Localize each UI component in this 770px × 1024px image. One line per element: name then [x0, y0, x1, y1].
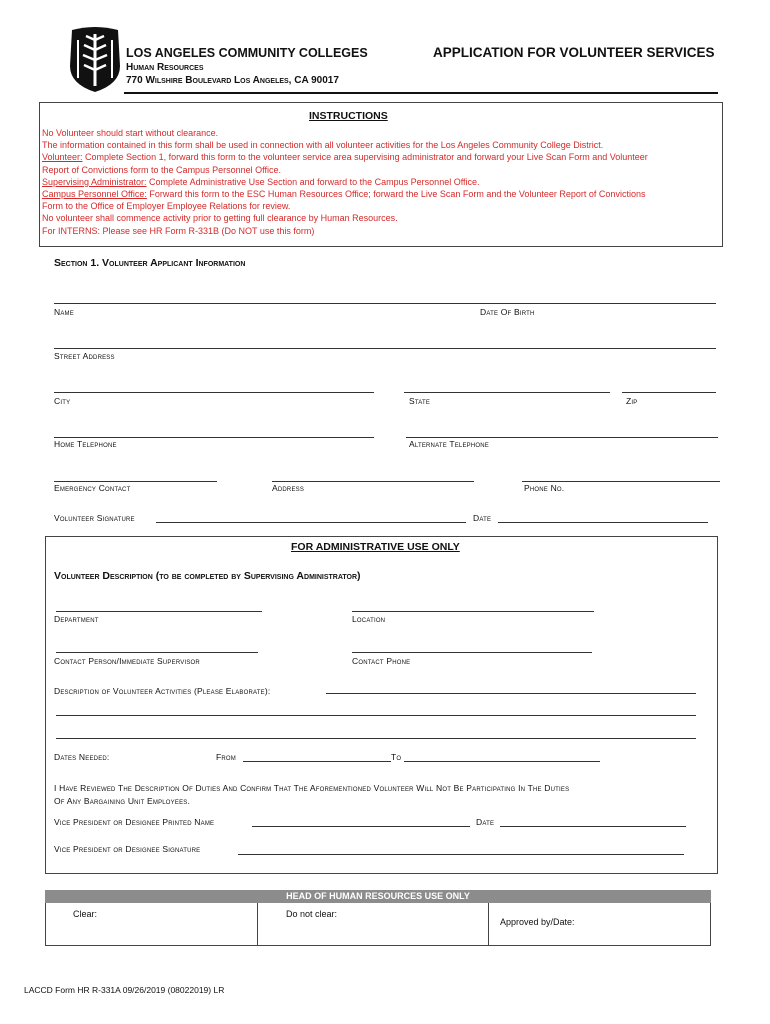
contact-phone-label: Contact Phone: [352, 656, 411, 666]
hr-approved-cell[interactable]: Approved by/Date:: [500, 917, 575, 927]
instr-interns: For INTERNS: Please see HR Form R-331B (Do NOT use this form): [42, 225, 315, 236]
contact-person-field[interactable]: [56, 652, 258, 653]
hr-divider-1: [257, 903, 258, 946]
admin-heading: FOR ADMINISTRATIVE USE ONLY: [291, 541, 460, 553]
laccd-logo-icon: [66, 26, 124, 94]
instr-volunteer: Volunteer: Complete Section 1, forward this form to the volunteer service area supervising administrator and forward your Live Scan Form and Volunteer: [42, 152, 648, 163]
from-field[interactable]: [243, 761, 391, 762]
to-label: To: [391, 752, 402, 762]
city-label: City: [54, 396, 71, 406]
signature-date-field[interactable]: [498, 522, 708, 523]
header-rule: [124, 92, 718, 94]
certify-text-2: Of Any Bargaining Unit Employees.: [54, 796, 191, 806]
zip-field[interactable]: [622, 392, 716, 393]
vp-signature-field[interactable]: [238, 854, 684, 855]
activities-field-2[interactable]: [56, 715, 696, 716]
to-field[interactable]: [404, 761, 600, 762]
activities-field-1[interactable]: [326, 693, 696, 694]
department-name: Human Resources: [126, 62, 204, 73]
dob-label: Date Of Birth: [480, 307, 535, 317]
emergency-phone-field[interactable]: [522, 481, 720, 482]
instr-supervisor: Supervising Administrator: Complete Administrative Use Section and forward to the Campus Personnel Office.: [42, 176, 480, 187]
name-label: Name: [54, 307, 74, 317]
alt-phone-field[interactable]: [406, 437, 718, 438]
form-id: LACCD Form HR R-331A 09/26/2019 (08022019) LR: [24, 985, 225, 995]
instructions-text: [42, 127, 648, 237]
street-label: Street Address: [54, 351, 115, 361]
location-field[interactable]: [352, 611, 594, 612]
instr-line-2: The information contained in this form shall be used in connection with all volunteer activities for the Los Angeles Community College District.: [42, 140, 604, 151]
activities-label: Description of Volunteer Activities (Please Elaborate):: [54, 686, 271, 696]
location-label: Location: [352, 614, 386, 624]
alt-phone-label: Alternate Telephone: [409, 439, 489, 449]
hr-not-clear-cell[interactable]: Do not clear:: [286, 909, 338, 919]
emergency-field[interactable]: [54, 481, 217, 482]
department-label: Department: [54, 614, 99, 624]
vp-date-label: Date: [476, 817, 495, 827]
state-label: State: [409, 396, 431, 406]
emergency-label: Emergency Contact: [54, 483, 131, 493]
dates-needed-label: Dates Needed:: [54, 752, 110, 762]
instr-commence: No volunteer shall commence activity prior to getting full clearance by Human Resources.: [42, 213, 398, 224]
instr-line-1: No Volunteer should start without clearance.: [42, 128, 219, 138]
emergency-phone-label: Phone No.: [524, 483, 565, 493]
hr-divider-2: [488, 903, 489, 946]
instr-campus: Campus Personnel Office: Forward this form to the ESC Human Resources Office; forward the Live Scan Form and the Volunteer Report of Convictions: [42, 189, 646, 200]
org-name: LOS ANGELES COMMUNITY COLLEGES: [126, 46, 368, 60]
org-address: 770 Wilshire Boulevard Los Angeles, CA 90017: [126, 75, 339, 86]
instr-volunteer-2: Report of Convictions form to the Campus Personnel Office.: [42, 164, 281, 175]
vp-name-field[interactable]: [252, 826, 470, 827]
instr-campus-2: Form to the Office of Employer Employee Relations for review.: [42, 201, 291, 212]
signature-field[interactable]: [156, 522, 466, 523]
state-field[interactable]: [404, 392, 610, 393]
vp-name-label: Vice President or Designee Printed Name: [54, 817, 215, 827]
name-field[interactable]: [54, 303, 716, 304]
home-phone-label: Home Telephone: [54, 439, 117, 449]
zip-label: Zip: [626, 396, 638, 406]
contact-person-label: Contact Person/Immediate Supervisor: [54, 656, 200, 666]
hr-heading: HEAD OF HUMAN RESOURCES USE ONLY: [286, 891, 470, 901]
certify-text: I Have Reviewed The Description Of Duties And Confirm That The Aforementioned Volunteer Will Not Be Participating In The Duties: [54, 783, 570, 793]
signature-label: Volunteer Signature: [54, 513, 135, 523]
instructions-heading: INSTRUCTIONS: [309, 110, 388, 122]
city-field[interactable]: [54, 392, 374, 393]
street-field[interactable]: [54, 348, 716, 349]
department-field[interactable]: [56, 611, 262, 612]
signature-date-label: Date: [473, 513, 492, 523]
hr-clear-cell[interactable]: Clear:: [73, 909, 98, 919]
contact-phone-field[interactable]: [352, 652, 592, 653]
form-title: APPLICATION FOR VOLUNTEER SERVICES: [433, 45, 715, 60]
emergency-address-label: Address: [272, 483, 305, 493]
emergency-address-field[interactable]: [272, 481, 474, 482]
vp-date-field[interactable]: [500, 826, 686, 827]
section1-title: Section 1. Volunteer Applicant Information: [54, 257, 246, 269]
home-phone-field[interactable]: [54, 437, 374, 438]
from-label: From: [216, 752, 236, 762]
vp-signature-label: Vice President or Designee Signature: [54, 844, 201, 854]
activities-field-3[interactable]: [56, 738, 696, 739]
admin-desc-title: Volunteer Description (to be completed by Supervising Administrator): [54, 570, 361, 582]
